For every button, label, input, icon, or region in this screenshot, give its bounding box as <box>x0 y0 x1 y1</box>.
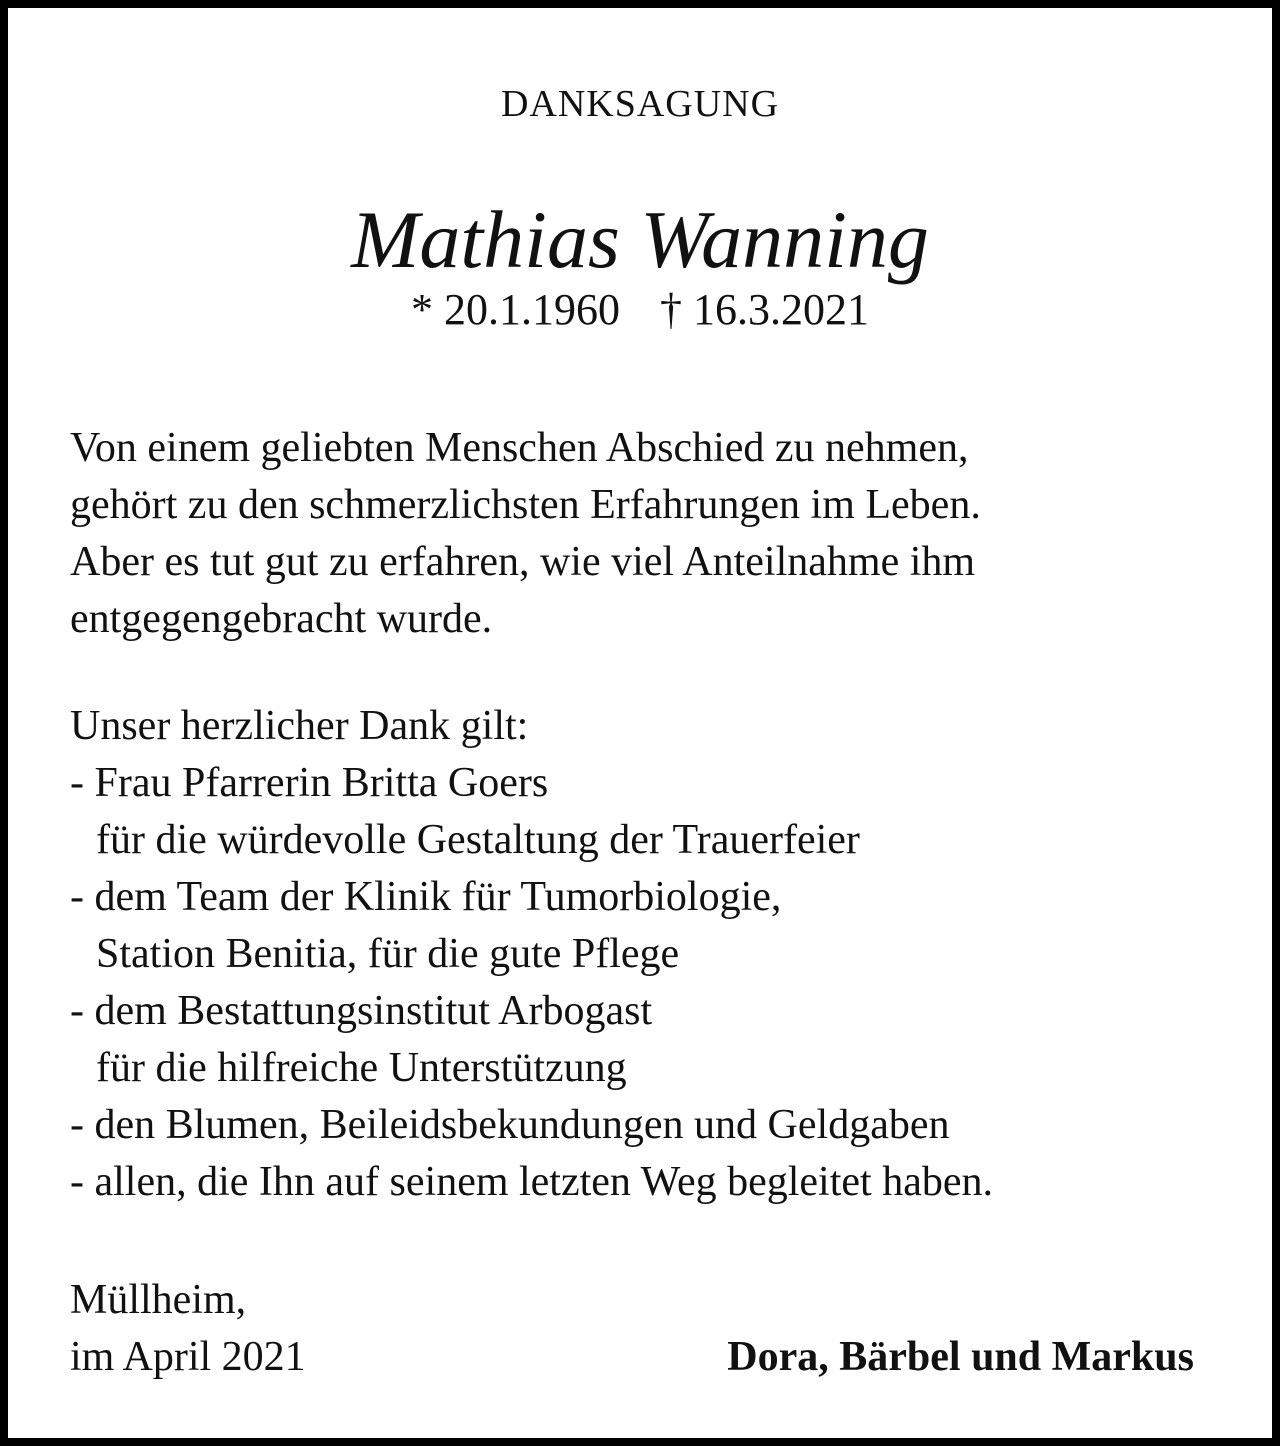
intro-paragraph <box>70 420 981 648</box>
intro-line: gehört zu den schmerzlichsten Erfahrungen im Leben. <box>70 482 981 528</box>
date-line: im April 2021 <box>70 1334 306 1380</box>
death-date: † 16.3.2021 <box>660 285 869 334</box>
intro-line: Aber es tut gut zu erfahren, wie viel Anteilnahme ihm <box>70 539 976 585</box>
deceased-name: Mathias Wanning <box>351 194 929 285</box>
intro-line: entgegengebracht wurde. <box>70 596 493 642</box>
thanks-item: - allen, die Ihn auf seinem letzten Weg begleitet haben. <box>70 1159 993 1205</box>
thanks-item: - Frau Pfarrerin Britta Goers <box>70 760 549 806</box>
life-dates <box>8 284 1272 336</box>
thanks-item: - den Blumen, Beileidsbekundungen und Geldgaben <box>70 1102 950 1148</box>
thanks-item: - dem Bestattungsinstitut Arbogast <box>70 988 653 1034</box>
thanks-item: - dem Team der Klinik für Tumorbiologie, <box>70 874 782 920</box>
thanks-item-detail: für die hilfreiche Unterstützung <box>96 1045 627 1091</box>
thanks-list <box>70 698 993 1211</box>
birth-date: * 20.1.1960 <box>411 285 620 334</box>
thanks-item-detail: für die würdevolle Gestaltung der Trauerfeier <box>96 817 860 863</box>
notice-heading: DANKSAGUNG <box>500 83 780 125</box>
thanks-item-detail: Station Benitia, für die gute Pflege <box>96 931 680 977</box>
signature: Dora, Bärbel und Markus <box>727 1334 1194 1380</box>
place-and-date <box>70 1272 306 1386</box>
intro-line: Von einem geliebten Menschen Abschied zu nehmen, <box>70 425 969 471</box>
thanks-title: Unser herzlicher Dank gilt: <box>70 703 529 749</box>
place-line: Müllheim, <box>70 1277 247 1323</box>
